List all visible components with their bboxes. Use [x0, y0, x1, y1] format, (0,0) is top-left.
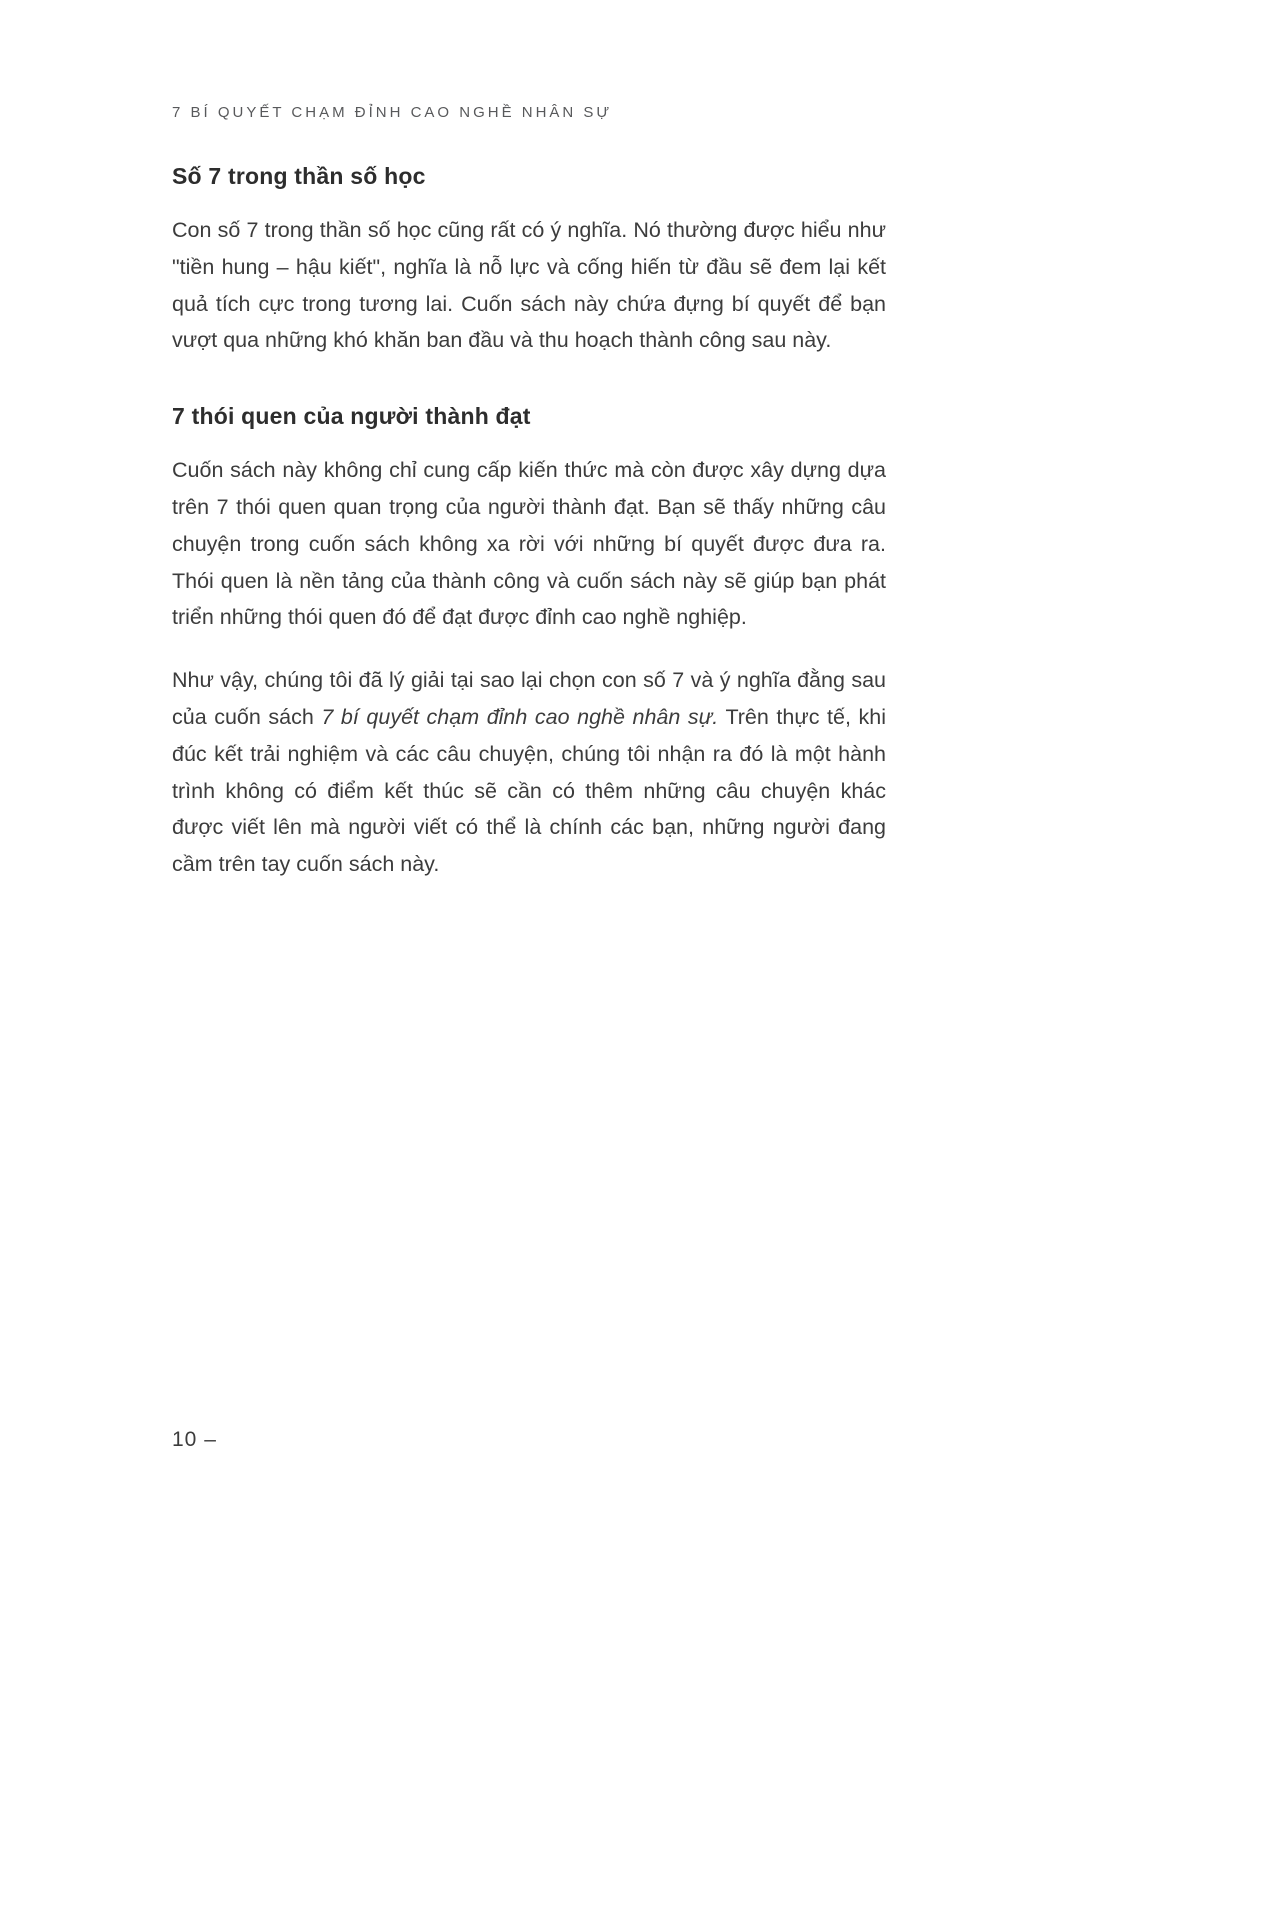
section-heading-habits: 7 thói quen của người thành đạt	[172, 403, 531, 430]
running-header: 7 BÍ QUYẾT CHẠM ĐỈNH CAO NGHỀ NHÂN SỰ	[172, 104, 613, 121]
paragraph-habits: Cuốn sách này không chỉ cung cấp kiến thức mà còn được xây dựng dựa trên 7 thói quen quan trọng của người thành đạt. Bạn sẽ thấy những câu chuyện trong cuốn sách không xa rời với những bí quyết được đưa ra. Thói quen là nền tảng của thành công và cuốn sách này sẽ giúp bạn phát triển những thói quen đó để đạt được đỉnh cao nghề nghiệp.	[172, 458, 886, 630]
page-content	[172, 104, 886, 909]
conclusion-text-before: Như vậy, chúng tôi đã lý giải tại sao lại chọn con số 7 và ý nghĩa đằng sau của cuốn sách	[172, 668, 886, 729]
paragraph-numerology: Con số 7 trong thần số học cũng rất có ý nghĩa. Nó thường được hiểu như "tiền hung – hậu kiết", nghĩa là nỗ lực và cống hiến từ đầu sẽ đem lại kết quả tích cực trong tương lai. Cuốn sách này chứa đựng bí quyết để bạn vượt qua những khó khăn ban đầu và thu hoạch thành công sau này.	[172, 218, 886, 353]
book-title-italic: 7 bí quyết chạm đỉnh cao nghề nhân sự.	[321, 704, 719, 729]
conclusion-text-after: Trên thực tế, khi đúc kết trải nghiệm và các câu chuyện, chúng tôi nhận ra đó là một hành trình không có điểm kết thúc sẽ cần có thêm những câu chuyện khác được viết lên mà người viết có thể là chính các bạn, những người đang cầm trên tay cuốn sách này.	[172, 704, 886, 877]
section-heading-numerology: Số 7 trong thần số học	[172, 163, 426, 189]
page-number: 10 –	[172, 1428, 217, 1451]
paragraph-conclusion	[172, 662, 886, 883]
